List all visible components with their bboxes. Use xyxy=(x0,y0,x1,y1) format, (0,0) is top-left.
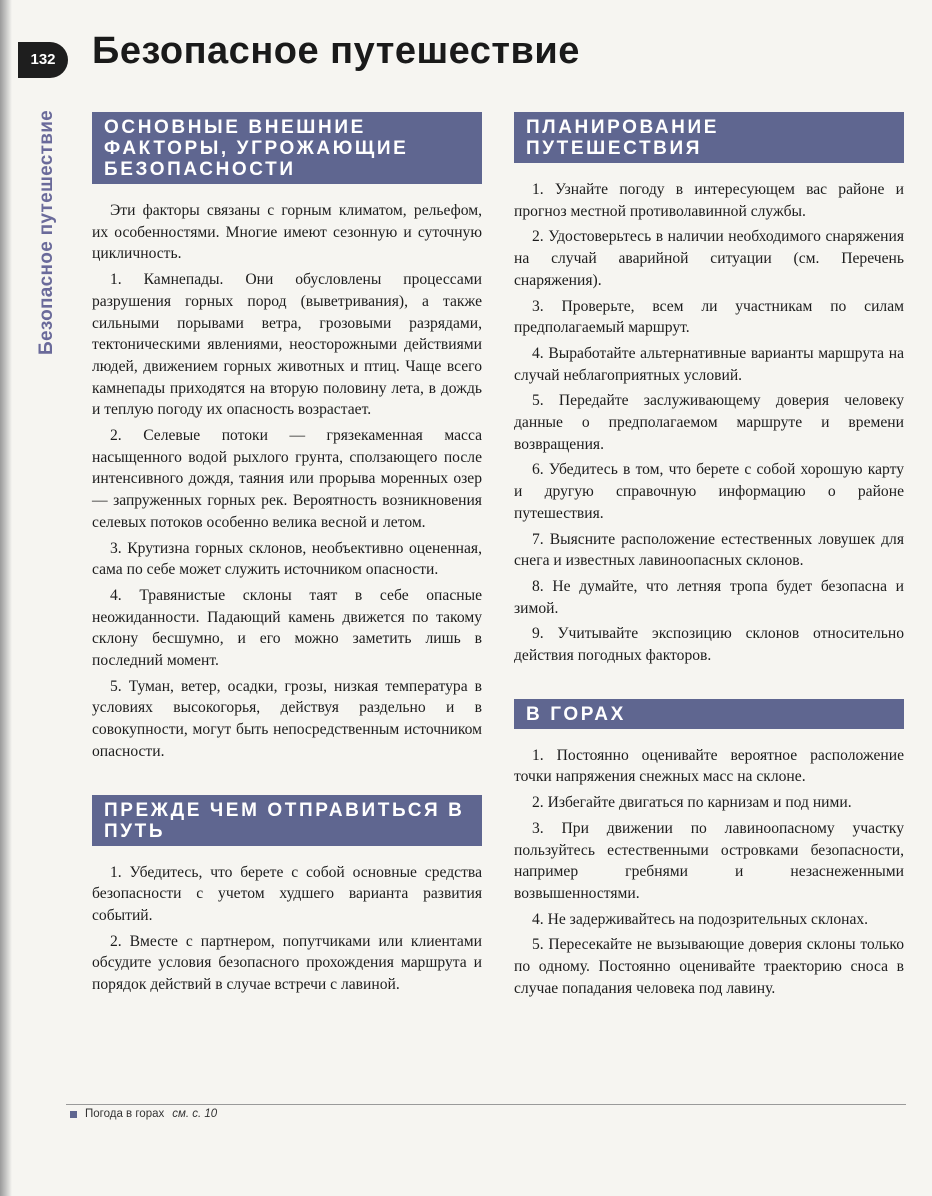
paragraph: 1. Камнепады. Они обусловлены процессами разрушения горных пород (выветривания), а также сильными порывами ветра, грозовыми разрядами, тектоническими явлениями, неосторожными действиями людей, движением горных животных и птиц. Чаще всего камнепады приходятся на вторую половину лета, в дождь и теплую погоду их опасность возрастает. xyxy=(92,271,482,419)
footer-page-reference: см. с. 10 xyxy=(172,1108,218,1120)
paragraph: 5. Передайте заслуживающему доверия человеку данные о предполагаемом маршруте и времени возвращения. xyxy=(514,392,904,453)
paragraph: 5. Пересекайте не вызывающие доверия склоны только по одному. Постоянно оценивайте траекторию сноса в случае попадания человека под лавину. xyxy=(514,936,904,997)
paragraph: 3. При движении по лавиноопасному участку пользуйтесь естественными островками безопасности, например гребнями и незаснеженными возвышенностями. xyxy=(514,819,904,902)
section-heading-planning: ПЛАНИРОВАНИЕ ПУТЕШЕСТВИЯ xyxy=(514,112,904,163)
paragraph: 4. Выработайте альтернативные варианты маршрута на случай неблагоприятных условий. xyxy=(514,344,904,384)
paragraph: 8. Не думайте, что летняя тропа будет безопасна и зимой. xyxy=(514,577,904,617)
section-body-planning xyxy=(514,179,904,667)
paragraph: 9. Учитывайте экспозицию склонов относительно действия погодных факторов. xyxy=(514,625,904,665)
section-heading-factors: ОСНОВНЫЕ ВНЕШНИЕ ФАКТОРЫ, УГРОЖАЮЩИЕ БЕЗОПАСНОСТИ xyxy=(92,112,482,184)
paragraph: 7. Выясните расположение естественных ловушек для снега и известных лавиноопасных склонов. xyxy=(514,530,904,570)
section-body-before xyxy=(92,862,482,996)
section-body-mountains xyxy=(514,745,904,1000)
paragraph: 1. Убедитесь, что берете с собой основные средства безопасности с учетом худшего варианта развития событий. xyxy=(92,863,482,924)
footer-text: Погода в горах xyxy=(85,1108,165,1120)
spacer xyxy=(514,671,904,699)
right-column xyxy=(514,112,904,1004)
section-heading-before: ПРЕЖДЕ ЧЕМ ОТПРАВИТЬСЯ В ПУТЬ xyxy=(92,795,482,846)
bullet-square-icon xyxy=(70,1111,77,1118)
binding-shadow xyxy=(0,0,12,1196)
paragraph: 3. Крутизна горных склонов, необъективно оцененная, сама по себе может служить источником опасности. xyxy=(92,539,482,579)
paragraph: 2. Избегайте двигаться по карнизам и под ними. xyxy=(532,794,852,812)
paragraph: 6. Убедитесь в том, что берете с собой хорошую карту и другую справочную информацию о районе путешествия. xyxy=(514,461,904,522)
paragraph: 4. Не задерживайтесь на подозрительных склонах. xyxy=(532,910,869,928)
paragraph: Эти факторы связаны с горным климатом, рельефом, их особенностями. Многие имеют сезонную и суточную цикличность. xyxy=(92,202,482,263)
paragraph: 3. Проверьте, всем ли участникам по силам предполагаемый маршрут. xyxy=(514,297,904,337)
page-number: 132 xyxy=(18,42,68,78)
footer-crossref xyxy=(70,1108,217,1120)
paragraph: 4. Травянистые склоны таят в себе опасные неожиданности. Падающий камень движется по такому склону бесшумно, и его можно заметить лишь в последний момент. xyxy=(92,586,482,670)
paragraph: 5. Туман, ветер, осадки, грозы, низкая температура в условиях высокогорья, действуя раздельно и в совокупности, могут быть непосредственным источником опасности. xyxy=(92,677,482,760)
paragraph: 2. Вместе с партнером, попутчиками или клиентами обсудите условия безопасного прохождения маршрута и порядок действий в случае встречи с лавиной. xyxy=(92,932,482,994)
paragraph: 1. Узнайте погоду в интересующем вас районе и прогноз местной противолавинной службы. xyxy=(514,181,904,220)
section-body-factors xyxy=(92,200,482,763)
side-section-label: Безопасное путешествие xyxy=(36,110,57,356)
left-column xyxy=(92,112,482,1000)
paragraph: 1. Постоянно оценивайте вероятное расположение точки напряжения снежных масс на склоне. xyxy=(514,746,904,786)
paragraph: 2. Селевые потоки — грязекаменная масса насыщенного водой рыхлого грунта, сползающего после интенсивного дождя, таяния или прорыва моренных озер — запруженных горных рек. Вероятность возникновения селевых потоков особенно велика весной и летом. xyxy=(92,427,482,531)
footer-rule xyxy=(66,1104,906,1105)
paragraph: 2. Удостоверьтесь в наличии необходимого снаряжения на случай аварийной ситуации (см. Перечень снаряжения). xyxy=(514,228,904,289)
section-heading-mountains: В ГОРАХ xyxy=(514,699,904,729)
page-title: Безопасное путешествие xyxy=(92,30,580,72)
spacer xyxy=(92,767,482,795)
